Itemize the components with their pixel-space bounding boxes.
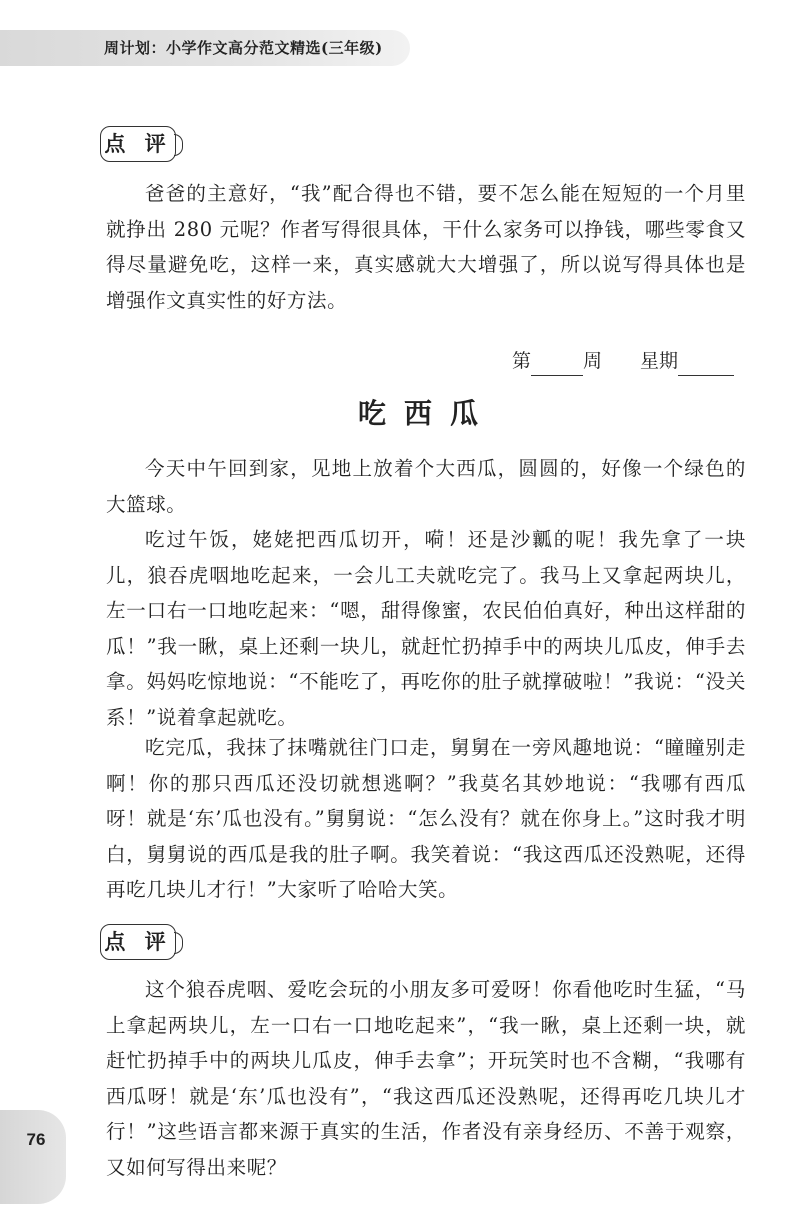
review-tag: 点 评 xyxy=(100,126,176,162)
running-header-title: 周计划：小学作文高分范文精选(三年级) xyxy=(104,39,383,57)
essay-paragraph-1: 今天中午回到家，见地上放着个大西瓜，圆圆的，好像一个绿色的大篮球。 xyxy=(106,457,746,516)
week-prefix: 第 xyxy=(512,350,532,372)
week-blank xyxy=(531,353,583,376)
essay-paragraph-3: 吃完瓜，我抹了抹嘴就往门口走，舅舅在一旁风趣地说：“瞳瞳别走啊！你的那只西瓜还没切就想逃啊？”我莫名其妙地说：“我哪有西瓜呀！就是‘东’瓜也没有。”舅舅说：“怎么没有？就在你身上。”这时我才明白，舅舅说的西瓜是我的肚子啊。我笑着说：“我这西瓜还没熟呢，还得再吃几块儿才行！”大家听了哈哈大笑。 xyxy=(106,736,746,901)
week-suffix: 周 xyxy=(583,350,603,372)
essay-title: 吃西瓜 xyxy=(357,397,496,430)
weekday-label: 星期 xyxy=(640,350,679,372)
review-paragraph: 这个狼吞虎咽、爱吃会玩的小朋友多可爱呀！你看他吃时生猛，“马上拿起两块儿，左一口右一口地吃起来”，“我一瞅，桌上还剩一块，就赶忙扔掉手中的两块儿瓜皮，伸手去拿”；开玩笑时也不含糊，“我哪有西瓜呀！就是‘东’瓜也没有”，“我这西瓜还没熟呢，还得再吃几块儿才行！”这些语言都来源于真实的生活，作者没有亲身经历、不善于观察，又如何写得出来呢？ xyxy=(106,978,746,1179)
page-number: 76 xyxy=(26,1130,46,1149)
review-paragraph: 爸爸的主意好，“我”配合得也不错，要不怎么能在短短的一个月里就挣出 280 元呢？作者写得很具体，干什么家务可以挣钱，哪些零食又得尽量避免吃，这样一来，真实感就大大增强了，所以说写得具体也是增强作文真实性的好方法。 xyxy=(106,182,746,312)
review-tag: 点 评 xyxy=(100,924,176,960)
weekday-blank xyxy=(678,353,734,376)
week-line xyxy=(512,346,734,376)
essay-paragraph-2: 吃过午饭，姥姥把西瓜切开，嗬！还是沙瓤的呢！我先拿了一块儿，狼吞虎咽地吃起来，一会儿工夫就吃完了。我马上又拿起两块儿，左一口右一口地吃起来：“嗯，甜得像蜜，农民伯伯真好，种出这样甜的瓜！”我一瞅，桌上还剩一块儿，就赶忙扔掉手中的两块儿瓜皮，伸手去拿。妈妈吃惊地说：“不能吃了，再吃你的肚子就撑破啦！”我说：“没关系！”说着拿起就吃。 xyxy=(106,528,746,729)
page-number-tab xyxy=(0,1110,66,1204)
